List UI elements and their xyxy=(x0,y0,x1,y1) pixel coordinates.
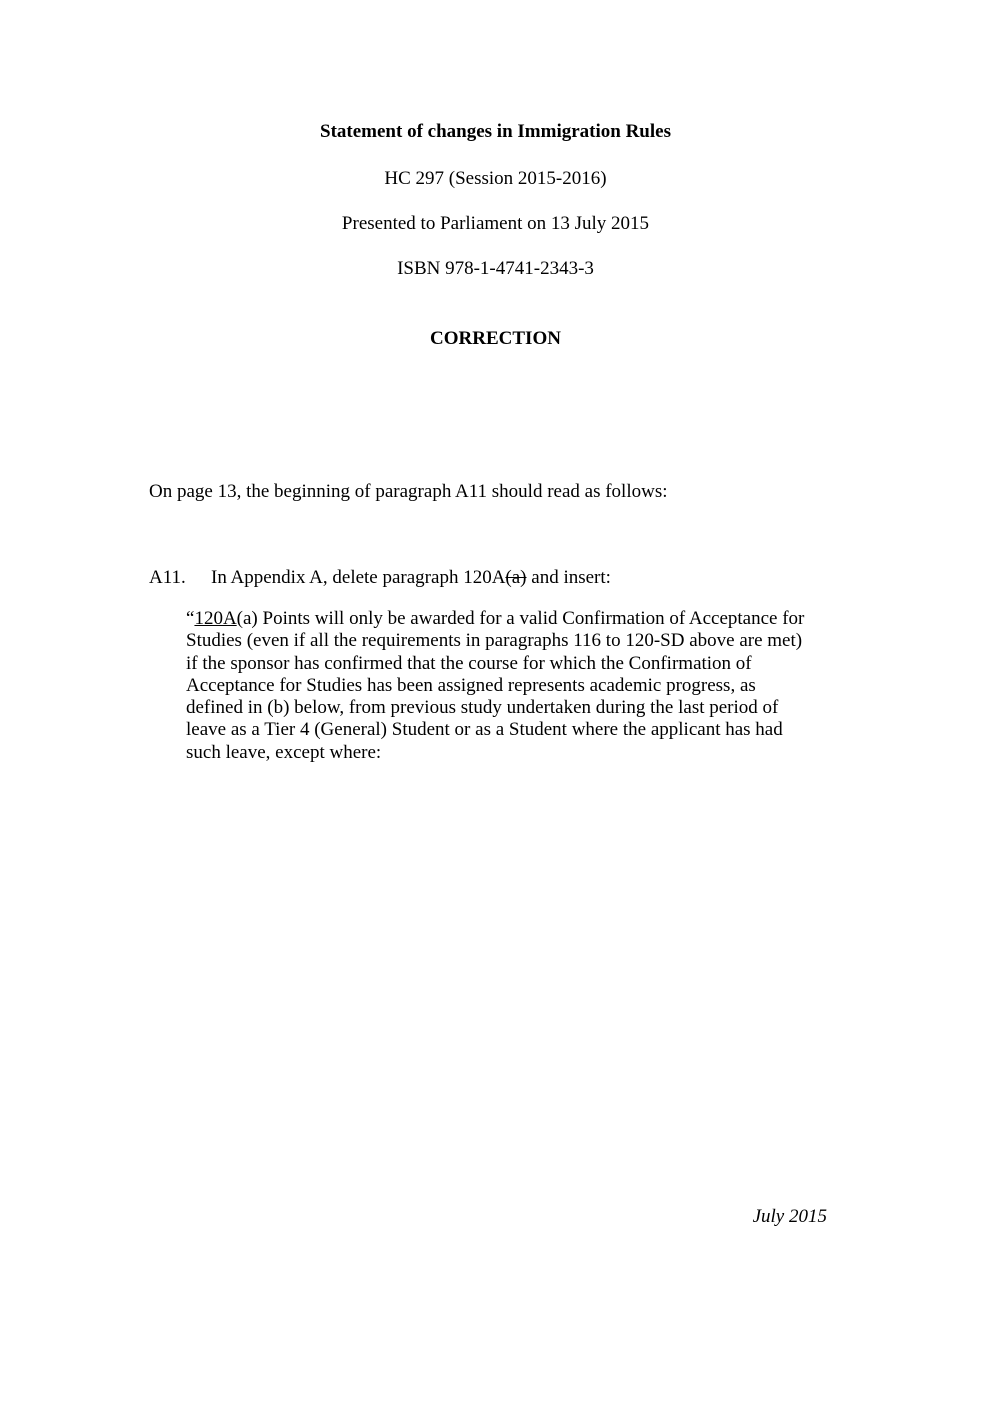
quote-line: Acceptance for Studies has been assigned represents academic progress, as xyxy=(186,674,756,696)
quote-open: “ xyxy=(186,608,195,629)
presented-date: Presented to Parliament on 13 July 2015 xyxy=(341,213,650,234)
document-title: Statement of changes in Immigration Rules xyxy=(320,121,671,142)
quote-line: defined in (b) below, from previous study undertaken during the last period of xyxy=(186,697,779,719)
quote-line xyxy=(186,608,804,630)
quote-line: leave as a Tier 4 (General) Student or as a Student where the applicant has had xyxy=(186,719,783,741)
intro-text: On page 13, the beginning of paragraph A11 should read as follows: xyxy=(149,481,668,502)
correction-heading: CORRECTION xyxy=(430,328,561,349)
inserted-text: 120A xyxy=(194,608,237,629)
footer-date: July 2015 xyxy=(752,1206,827,1227)
quote-line: if the sponsor has confirmed that the course for which the Confirmation of xyxy=(186,652,752,674)
quote-line-text: (a) Points will only be awarded for a valid Confirmation of Acceptance for xyxy=(236,608,805,629)
quote-line: Studies (even if all the requirements in paragraphs 116 to 120-SD above are met) xyxy=(186,630,803,652)
hc-number: HC 297 (Session 2015-2016) xyxy=(384,168,607,189)
inserted-paragraph xyxy=(186,608,804,764)
struck-text: (a) xyxy=(505,567,527,588)
instruction-pre: In Appendix A, delete paragraph 120A xyxy=(211,567,506,588)
instruction-post: and insert: xyxy=(526,567,611,588)
isbn: ISBN 978-1-4741-2343-3 xyxy=(397,258,594,279)
paragraph-number: A11. xyxy=(149,567,186,588)
quote-line: such leave, except where: xyxy=(186,741,382,763)
instruction-text xyxy=(211,567,611,589)
